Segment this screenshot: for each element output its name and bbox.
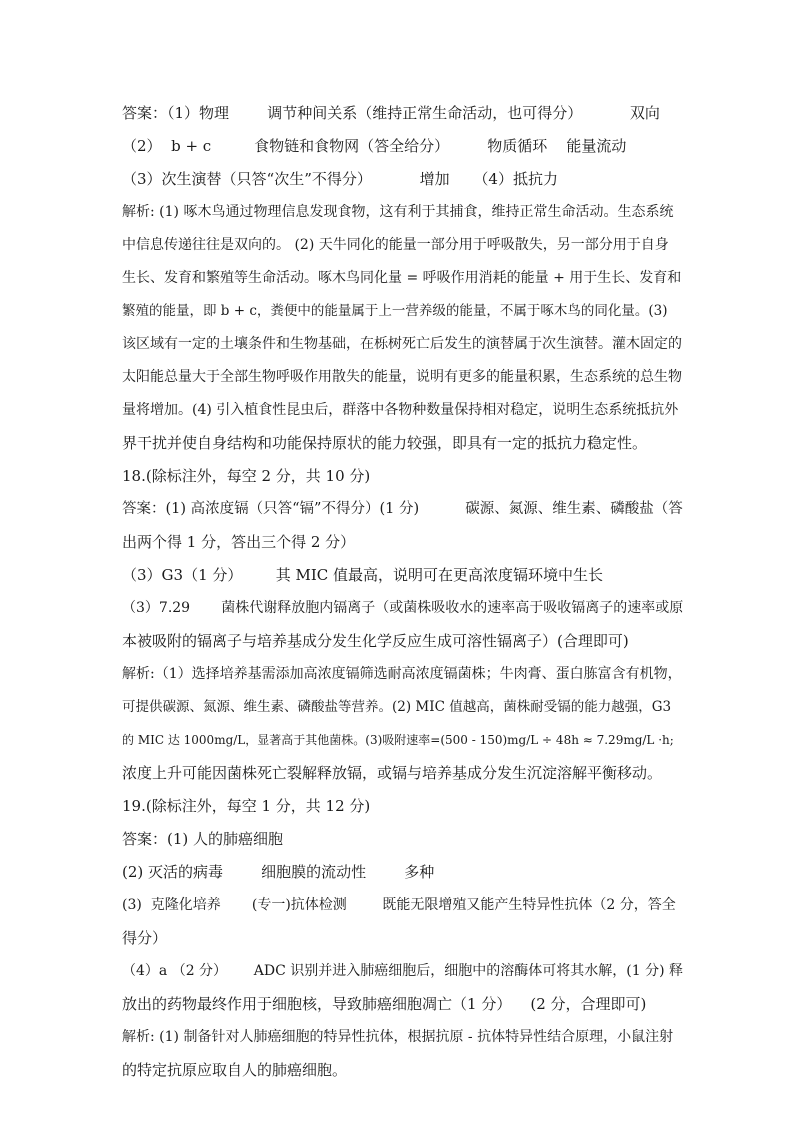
q18-answer-line-1: 答案：(1) 高浓度镉（只答“镉”不得分）(1 分) 碳源、氮源、维生素、磷酸盐（答 xyxy=(122,501,683,517)
q19-answer-line-2: (2) 灭活的病毒 细胞膜的流动性 多种 xyxy=(122,863,435,881)
q18-answer-line-2: 出两个得 1 分，答出三个得 2 分） xyxy=(122,533,356,551)
question-18-header: 18.(除标注外，每空 2 分，共 10 分) xyxy=(122,467,371,485)
analysis-line-1: 解析: (1) 啄木鸟通过物理信息发现食物，这有利于其捕食，维持正常生命活动。生态系统 xyxy=(122,204,674,220)
answer-line-3: （3）次生演替（只答“次生”不得分） 增加 （4）抵抗力 xyxy=(122,170,558,188)
q18-answer-line-5: 本被吸附的镉离子与培养基成分发生化学反应生成可溶性镉离子）(合理即可) xyxy=(122,632,629,650)
answer-line-2: （2） b + c 食物链和食物网（答全给分） 物质循环 能量流动 xyxy=(122,137,627,155)
analysis-line-2: 中信息传递往往是双向的。 (2) 天牛同化的能量一部分用于呼吸散失，另一部分用于自身 xyxy=(122,237,669,253)
q18-analysis-line-2: 可提供碳源、氮源、维生素、磷酸盐等营养。(2) MIC 值越高，菌株耐受镉的能力越强，G3 xyxy=(122,699,672,715)
q19-analysis-line-1: 解析: (1) 制备针对人肺癌细胞的特异性抗体，根据抗原 - 抗体特异性结合原理，小鼠注射 xyxy=(122,1029,674,1045)
analysis-line-6: 太阳能总量大于全部生物呼吸作用散失的能量，说明有更多的能量积累，生态系统的总生物 xyxy=(122,369,682,385)
q19-answer-line-6: 放出的药物最终作用于细胞核，导致肺癌细胞凋亡（1 分） (2 分，合理即可) xyxy=(122,995,647,1013)
answer-line-1: 答案：（1）物理 调节种间关系（维持正常生命活动，也可得分） 双向 xyxy=(122,104,660,122)
question-19-header: 19.(除标注外，每空 1 分，共 12 分) xyxy=(122,797,371,815)
q18-answer-line-4: （3）7.29 菌株代谢释放胞内镉离子（或菌株吸收水的速率高于吸收镉离子的速率或原 xyxy=(122,600,684,616)
analysis-line-8: 界干扰并使自身结构和功能保持原状的能力较强，即具有一定的抵抗力稳定性。 xyxy=(122,434,648,452)
answer-text-block xyxy=(122,103,684,1093)
q18-analysis-line-3: 的 MIC 达 1000mg/L，显著高于其他菌株。(3)吸附速率=(500 - 150)mg/L ÷ 48h ≈ 7.29mg/L ·h; xyxy=(122,733,674,747)
q18-analysis-line-1: 解析:（1）选择培养基需添加高浓度镉筛选耐高浓度镉菌株；牛肉膏、蛋白胨富含有机物， xyxy=(122,666,682,682)
q19-answer-line-4: 得分） xyxy=(122,929,168,947)
analysis-line-7: 量将增加。(4) 引入植食性昆虫后，群落中各物种数量保持相对稳定，说明生态系统抵抗外 xyxy=(122,402,679,418)
q19-analysis-line-2: 的特定抗原应取自人的肺癌细胞。 xyxy=(122,1061,348,1079)
analysis-line-5: 该区域有一定的土壤条件和生物基础，在栎树死亡后发生的演替属于次生演替。灌木固定的 xyxy=(122,336,682,352)
q18-answer-line-3: （3）G3（1 分） 其 MIC 值最高，说明可在更高浓度镉环境中生长 xyxy=(122,566,604,584)
q19-answer-line-5: （4）a （2 分） ADC 识别并进入肺癌细胞后，细胞中的溶酶体可将其水解，(1 分) 释 xyxy=(122,963,683,979)
analysis-line-4: 繁殖的能量，即 b + c，粪便中的能量属于上一营养级的能量，不属于啄木鸟的同化量。(3) xyxy=(122,303,668,319)
q18-analysis-line-4: 浓度上升可能因菌株死亡裂解释放镉，或镉与培养基成分发生沉淀溶解平衡移动。 xyxy=(122,764,663,782)
analysis-line-3: 生长、发育和繁殖等生命活动。啄木鸟同化量 = 呼吸作用消耗的能量 + 用于生长、发育和 xyxy=(122,270,682,286)
q19-answer-line-3: (3) 克隆化培养 (专一)抗体检测 既能无限增殖又能产生特异性抗体（2 分，答全 xyxy=(122,897,676,913)
q19-answer-line-1: 答案：(1) 人的肺癌细胞 xyxy=(122,830,284,848)
